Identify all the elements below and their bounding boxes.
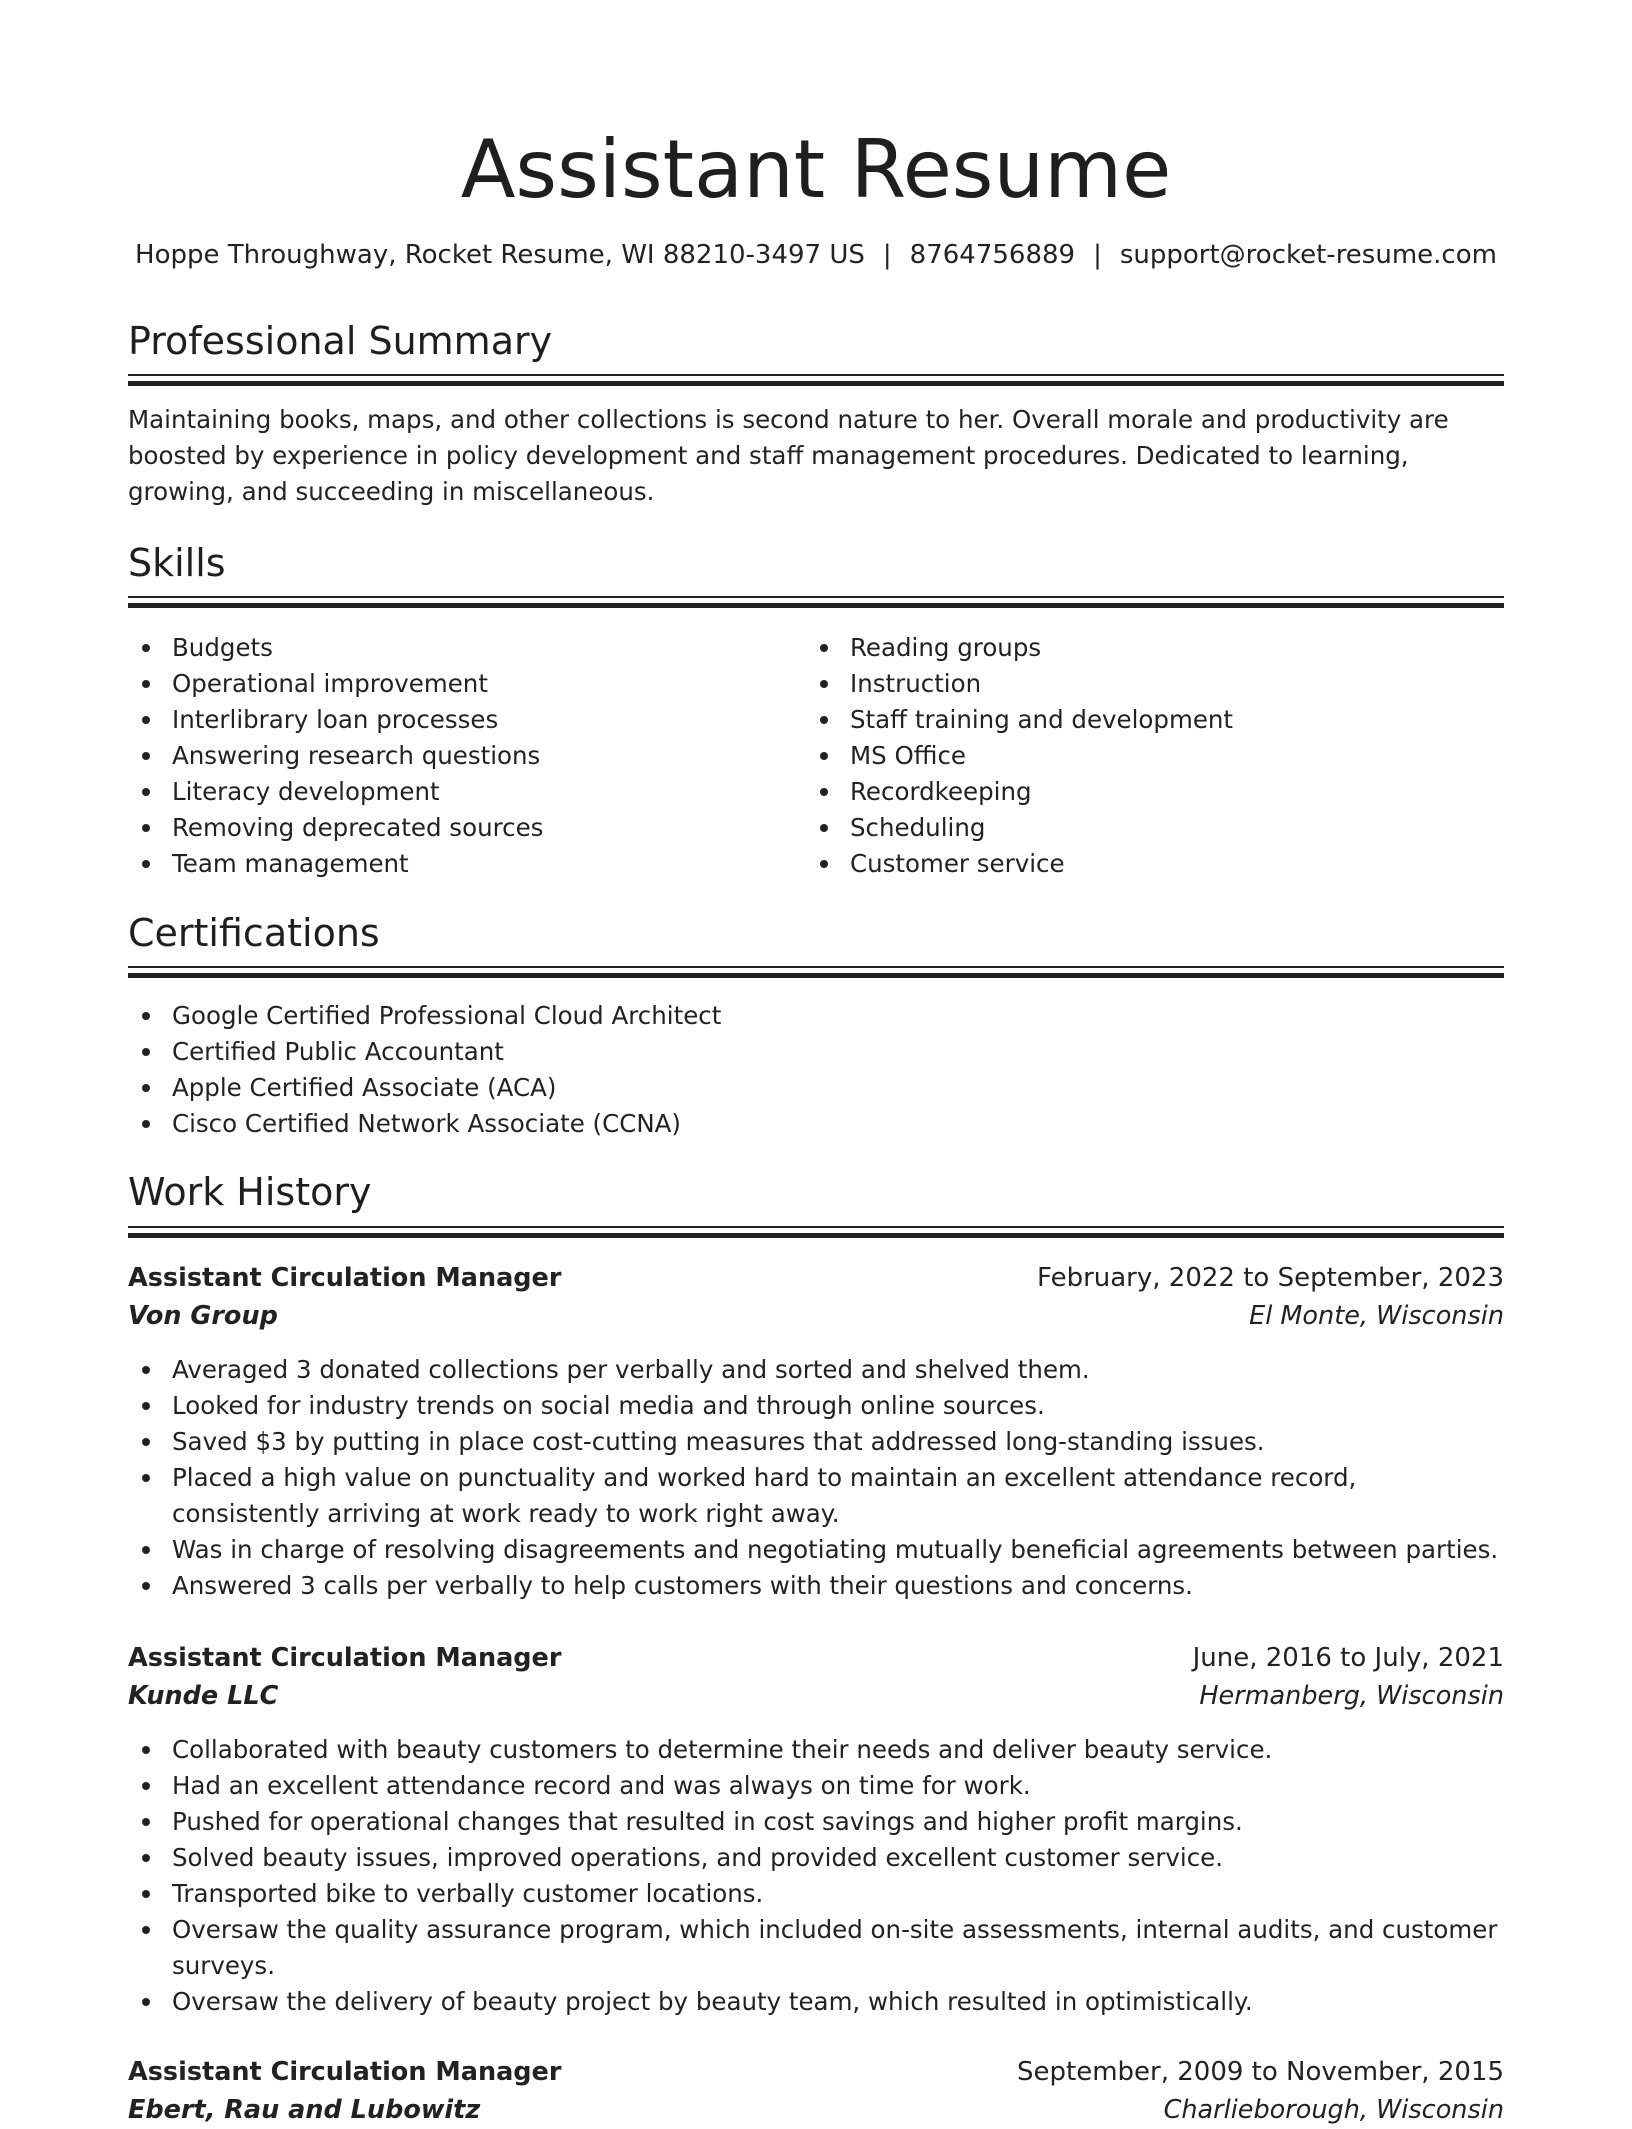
list-item: Cisco Certified Network Associate (CCNA) (128, 1106, 1504, 1142)
list-item: Saved $3 by putting in place cost-cutting measures that addressed long-standing issues. (128, 1424, 1504, 1460)
contact-separator: | (1093, 240, 1102, 270)
list-item: Staff training and development (806, 702, 1504, 738)
job-dates: September, 2009 to November, 2015 (1017, 2057, 1504, 2087)
job-title: Assistant Circulation Manager (128, 2057, 562, 2087)
list-item: Apple Certified Associate (ACA) (128, 1070, 1504, 1106)
list-item: Operational improvement (128, 666, 788, 702)
list-item: Budgets (128, 630, 788, 666)
contact-email: support@rocket-resume.com (1119, 240, 1497, 270)
list-item: Averaged 3 donated collections per verbally and sorted and shelved them. (128, 1352, 1504, 1388)
list-item: Answering research questions (128, 738, 788, 774)
job-title: Assistant Circulation Manager (128, 1643, 562, 1673)
job-subheader (128, 2091, 1504, 2129)
job-location: Charlieborough, Wisconsin (1163, 2095, 1504, 2125)
contact-phone: 8764756889 (909, 240, 1076, 270)
job-dates: June, 2016 to July, 2021 (1192, 1643, 1504, 1673)
job-header (128, 2053, 1504, 2091)
job-location: El Monte, Wisconsin (1249, 1301, 1504, 1331)
list-item: MS Office (806, 738, 1504, 774)
section-title-summary: Professional Summary (128, 319, 553, 363)
section-title-certifications: Certifications (128, 911, 380, 955)
job-bullets (128, 1352, 1504, 1604)
list-item: Interlibrary loan processes (128, 702, 788, 738)
list-item: Oversaw the delivery of beauty project by beauty team, which resulted in optimistically. (128, 1984, 1504, 2020)
list-item: Placed a high value on punctuality and worked hard to maintain an excellent attendance record, consistently arriving at work ready to work right away. (128, 1460, 1504, 1532)
certifications-list (128, 998, 1504, 1142)
list-item: Literacy development (128, 774, 788, 810)
contact-address: Hoppe Throughway, Rocket Resume, WI 88210-3497 US (135, 240, 865, 270)
list-item: Removing deprecated sources (128, 810, 788, 846)
job-header (128, 1259, 1504, 1297)
job-subheader (128, 1297, 1504, 1335)
job-subheader (128, 1677, 1504, 1715)
contact-line (128, 237, 1504, 273)
list-item: Had an excellent attendance record and was always on time for work. (128, 1768, 1504, 1804)
skills-list-left (128, 630, 788, 882)
job-company: Von Group (128, 1301, 278, 1331)
job-bullets (128, 1732, 1504, 2020)
list-item: Scheduling (806, 810, 1504, 846)
resume-title: Assistant Resume (460, 123, 1172, 216)
list-item: Customer service (806, 846, 1504, 882)
section-title-work-history: Work History (128, 1170, 372, 1214)
section-title-skills: Skills (128, 541, 226, 585)
list-item: Looked for industry trends on social media and through online sources. (128, 1388, 1504, 1424)
job-title: Assistant Circulation Manager (128, 1263, 562, 1293)
list-item: Was in charge of resolving disagreements and negotiating mutually beneficial agreements between parties. (128, 1532, 1504, 1568)
list-item: Collaborated with beauty customers to determine their needs and deliver beauty service. (128, 1732, 1504, 1768)
job-header (128, 1639, 1504, 1677)
list-item: Pushed for operational changes that resulted in cost savings and higher profit margins. (128, 1804, 1504, 1840)
section-rule (128, 966, 1504, 979)
job-company: Ebert, Rau and Lubowitz (128, 2095, 481, 2125)
list-item: Certified Public Accountant (128, 1034, 1504, 1070)
list-item: Oversaw the quality assurance program, which included on-site assessments, internal audits, and customer surveys. (128, 1912, 1504, 1984)
list-item: Google Certified Professional Cloud Architect (128, 998, 1504, 1034)
summary-text: Maintaining books, maps, and other collections is second nature to her. Overall morale and productivity are boosted by experience in policy development and staff management procedures. Dedicated to learning, growing, and succeeding in miscellaneous. (128, 405, 1449, 506)
section-rule (128, 1226, 1504, 1239)
job-location: Hermanberg, Wisconsin (1199, 1681, 1504, 1711)
contact-separator: | (882, 240, 892, 270)
section-rule (128, 374, 1504, 387)
job-company: Kunde LLC (128, 1681, 279, 1711)
list-item: Instruction (806, 666, 1504, 702)
list-item: Solved beauty issues, improved operations, and provided excellent customer service. (128, 1840, 1504, 1876)
skills-list-right (806, 630, 1504, 882)
list-item: Reading groups (806, 630, 1504, 666)
list-item: Recordkeeping (806, 774, 1504, 810)
list-item: Transported bike to verbally customer locations. (128, 1876, 1504, 1912)
section-rule (128, 596, 1504, 609)
job-dates: February, 2022 to September, 2023 (1037, 1263, 1504, 1293)
list-item: Team management (128, 846, 788, 882)
list-item: Answered 3 calls per verbally to help customers with their questions and concerns. (128, 1568, 1504, 1604)
